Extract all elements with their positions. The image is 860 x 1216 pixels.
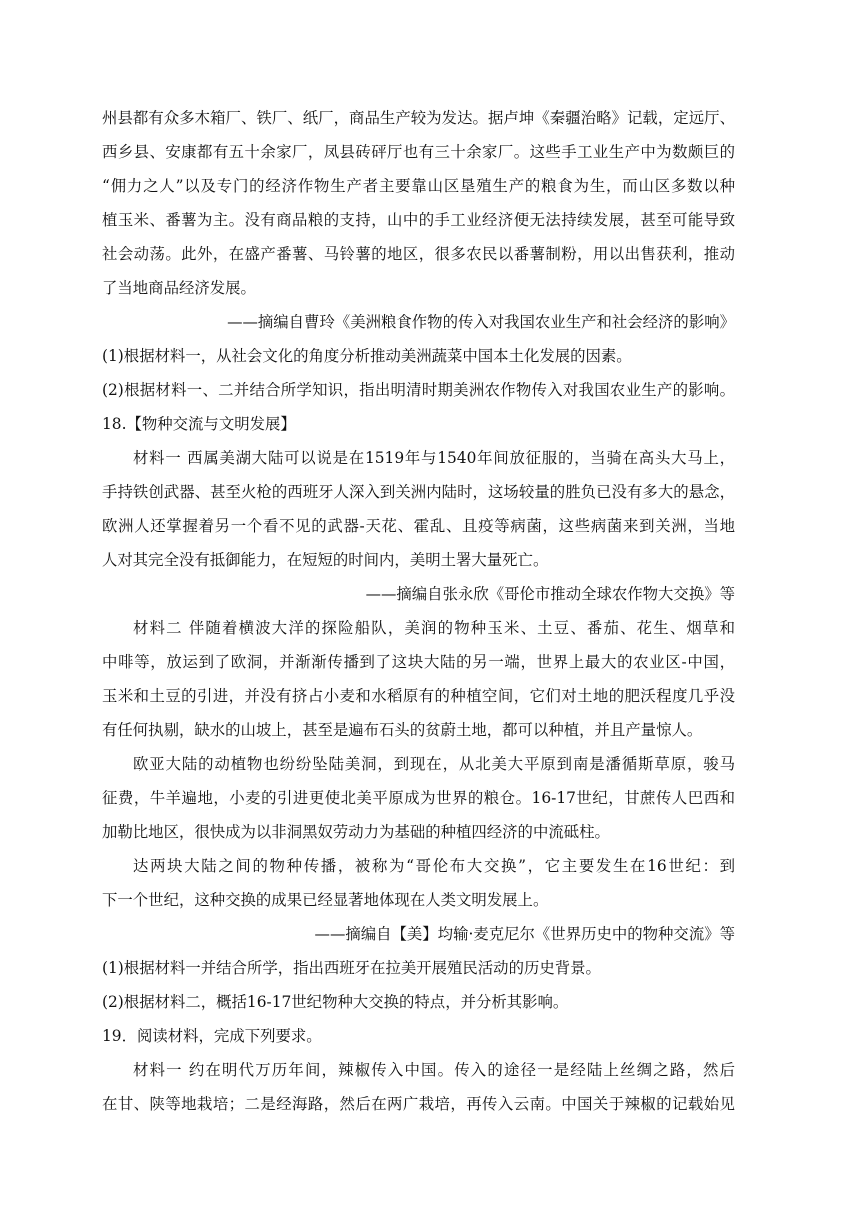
material-paragraph-line: 有任何执剔，缺水的山坡上，甚至是遍布石头的贫蔚土地，都可以种植，并且产量惊人。	[102, 721, 703, 739]
document-body	[102, 101, 735, 1121]
material-paragraph-line: 在甘、陕等地栽培；二是经海路，然后在两广栽培，再传入云南。中国关于辣椒的记载始见	[102, 1095, 735, 1113]
material-paragraph-line: 中啡等，放运到了欧洞，并渐渐传播到了这块大陆的另一端，世界上最大的农业区-中国，	[102, 653, 735, 671]
material-paragraph-line: 达两块大陆之间的物种传播，被称为“哥伦布大交换”，它主要发生在16世纪：到	[133, 857, 735, 875]
material-paragraph-line: 材料一 约在明代万历年间，辣椒传入中国。传入的途径一是经陆上丝绸之路，然后	[133, 1061, 735, 1079]
material-paragraph-line: 玉米和土豆的引进，并没有挤占小麦和水稻原有的种植空间，它们对土地的肥沃程度几乎没	[102, 687, 735, 705]
material-paragraph-line: 材料一 西属美湖大陆可以说是在1519年与1540年间放征服的，当骑在高头大马上，	[133, 449, 735, 467]
text-line: 社会动荡。此外，在盛产番薯、马铃薯的地区，很多农民以番薯制粉，用以出售获利，推动	[102, 245, 735, 263]
text-line: 州县都有众多木箱厂、铁厂、纸厂，商品生产较为发达。据卢坤《秦疆治略》记载，定远厅、	[102, 109, 735, 127]
text-line: 西乡县、安康都有五十余家厂，凤县砖砰厅也有三十余家厂。这些手工业生产中为数颇巨的	[102, 143, 735, 161]
text-line: 了当地商品经济发展。	[102, 279, 256, 297]
material-paragraph-line: 人对其完全没有抵御能力，在短短的时间内，美明土署大量死亡。	[102, 551, 549, 569]
material-paragraph-line: 下一个世纪，这种交换的成果已经显著地体现在人类文明发展上。	[102, 891, 549, 909]
material-paragraph-line: 征费，牛羊遍地，小麦的引进更使北美平原成为世界的粮仓。16-17世纪，甘蔗传人巴西和	[102, 789, 735, 807]
source-citation: ——摘编自曹玲《美洲粮食作物的传入对我国农业生产和社会经济的影响》	[227, 313, 735, 331]
question-item: (2)根据材料一、二并结合所学知识，指出明清时期美洲农作物传入对我国农业生产的影响。	[102, 381, 735, 399]
source-citation: ——摘编自张永欣《哥伦市推动全球农作物大交换》等	[365, 585, 735, 603]
question-item: (1)根据材料一并结合所学，指出西班牙在拉美开展殖民活动的历史背景。	[102, 959, 601, 977]
text-line: 植玉米、番薯为主。没有商品粮的支持，山中的手工业经济便无法持续发展，甚至可能导致	[102, 211, 735, 229]
question-heading: 19．阅读材料，完成下列要求。	[102, 1027, 322, 1045]
question-item: (2)根据材料二，概括16-17世纪物种大交换的特点，并分析其影响。	[102, 993, 569, 1011]
question-item: (1)根据材料一，从社会文化的角度分析推动美洲蔬菜中国本土化发展的因素。	[102, 347, 632, 365]
question-heading: 18.【物种交流与文明发展】	[102, 415, 296, 433]
material-paragraph-line: 欧亚大陆的动植物也纷纷坠陆美洞，到现在，从北美大平原到南是潘循斯草原，骏马	[133, 755, 735, 773]
material-paragraph-line: 欧洲人还掌握着另一个看不见的武器-天花、霍乱、且疫等病菌，这些病菌来到关洲，当地	[102, 517, 735, 535]
material-paragraph-line: 手持铁创武器、甚至火枪的西班牙人深入到关洲内陆时，这场较量的胜负已没有多大的悬念，	[102, 483, 735, 501]
text-line: “佣力之人”以及专门的经济作物生产者主要靠山区垦殖生产的粮食为生，而山区多数以种	[102, 177, 735, 195]
material-paragraph-line: 材料二 伴随着横波大洋的探险船队，美润的物种玉米、土豆、番茄、花生、烟草和	[133, 619, 735, 637]
source-citation: ——摘编自【美】均输·麦克尼尔《世界历史中的物种交流》等	[314, 925, 735, 943]
material-paragraph-line: 加勒比地区，很快成为以非洞黑奴劳动力为基础的种植四经济的中流砥柱。	[102, 823, 610, 841]
